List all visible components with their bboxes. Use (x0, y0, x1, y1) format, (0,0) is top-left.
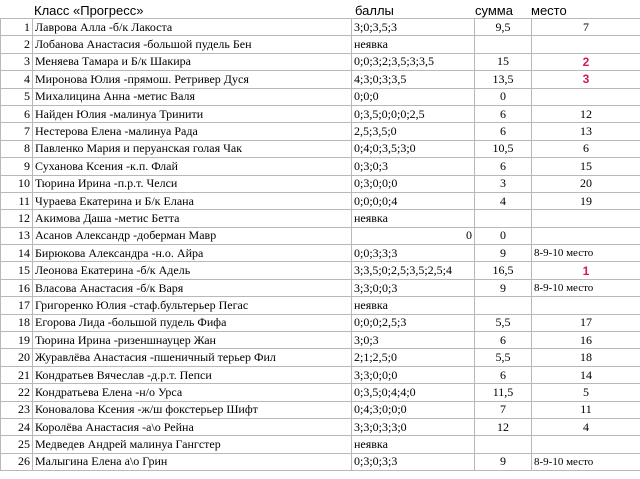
row-number: 23 (1, 401, 33, 418)
table-row (1, 210, 640, 227)
place-cell: 15 (532, 158, 640, 175)
sum-cell: 9 (475, 279, 532, 296)
place-cell: 13 (532, 123, 640, 140)
table-row (1, 36, 640, 53)
place-cell (532, 210, 640, 227)
participant-name: Асанов Александр -доберман Мавр (33, 227, 352, 244)
participant-name: Егорова Лида -большой пудель Фифа (33, 314, 352, 331)
participant-name: Малыгина Елена а\о Грин (33, 453, 352, 470)
participant-name: Бирюкова Александра -н.о. Айра (33, 245, 352, 262)
sum-cell: 4 (475, 192, 532, 209)
sum-cell: 9 (475, 245, 532, 262)
row-number: 20 (1, 349, 33, 366)
scores-cell: 0;3;0;3 (352, 158, 475, 175)
table-row (1, 123, 640, 140)
row-number: 1 (1, 19, 33, 36)
place-cell: 6 (532, 140, 640, 157)
sum-cell: 15 (475, 53, 532, 70)
scores-cell: 0;4;3;0;0;0 (352, 401, 475, 418)
participant-name: Власова Анастасия -б/к Варя (33, 279, 352, 296)
place-cell: 12 (532, 105, 640, 122)
sum-column-header: сумма (475, 3, 513, 18)
participant-name: Медведев Андрей малинуа Гангстер (33, 436, 352, 453)
row-number: 3 (1, 53, 33, 70)
scores-cell: 4;3;0;3;3,5 (352, 71, 475, 88)
table-row (1, 71, 640, 88)
table-row (1, 418, 640, 435)
participant-name: Коновалова Ксения -ж/ш фокстерьер Шифт (33, 401, 352, 418)
table-row (1, 279, 640, 296)
sum-cell: 13,5 (475, 71, 532, 88)
row-number: 18 (1, 314, 33, 331)
row-number: 13 (1, 227, 33, 244)
table-row (1, 245, 640, 262)
sum-cell: 5,5 (475, 349, 532, 366)
row-number: 26 (1, 453, 33, 470)
scores-cell: 3;0;3 (352, 332, 475, 349)
scores-cell: 0;0;0;0;4 (352, 192, 475, 209)
table-row (1, 140, 640, 157)
row-number: 4 (1, 71, 33, 88)
place-cell (532, 88, 640, 105)
participant-name: Кондратьева Елена -н/о Урса (33, 384, 352, 401)
participant-name: Михалицина Анна -метис Валя (33, 88, 352, 105)
scores-cell: 3;3,5;0;2,5;3,5;2,5;4 (352, 262, 475, 279)
sum-cell: 6 (475, 332, 532, 349)
sum-cell: 7 (475, 401, 532, 418)
place-cell: 18 (532, 349, 640, 366)
scores-cell: 3;0;3,5;3 (352, 19, 475, 36)
place-cell (532, 297, 640, 314)
place-cell: 17 (532, 314, 640, 331)
row-number: 22 (1, 384, 33, 401)
place-cell: 1 (532, 262, 640, 279)
table-row (1, 384, 640, 401)
table-row (1, 88, 640, 105)
sum-cell: 0 (475, 227, 532, 244)
place-cell (532, 36, 640, 53)
sum-cell: 3 (475, 175, 532, 192)
table-row (1, 19, 640, 36)
row-number: 8 (1, 140, 33, 157)
participant-name: Королёва Анастасия -а\о Рейна (33, 418, 352, 435)
row-number: 17 (1, 297, 33, 314)
sum-cell: 6 (475, 158, 532, 175)
table-row (1, 297, 640, 314)
scores-cell: 0;3,5;0;0;0;2,5 (352, 105, 475, 122)
place-cell: 16 (532, 332, 640, 349)
scores-cell: 0;3;0;3;3 (352, 453, 475, 470)
row-number: 12 (1, 210, 33, 227)
row-number: 24 (1, 418, 33, 435)
scores-cell: 2;1;2,5;0 (352, 349, 475, 366)
scores-cell: неявка (352, 210, 475, 227)
table-row (1, 53, 640, 70)
scores-cell: 2,5;3,5;0 (352, 123, 475, 140)
sum-cell: 11,5 (475, 384, 532, 401)
place-column-header: место (531, 3, 567, 18)
row-number: 16 (1, 279, 33, 296)
table-row (1, 192, 640, 209)
sum-cell: 6 (475, 123, 532, 140)
sum-cell: 16,5 (475, 262, 532, 279)
sum-cell: 9,5 (475, 19, 532, 36)
participant-name: Акимова Даша -метис Бетта (33, 210, 352, 227)
place-cell (532, 227, 640, 244)
participant-name: Лаврова Алла -б/к Лакоста (33, 19, 352, 36)
results-table (0, 18, 640, 471)
row-number: 15 (1, 262, 33, 279)
sum-cell: 12 (475, 418, 532, 435)
sum-cell (475, 436, 532, 453)
scores-cell: 3;3;0;0;3 (352, 279, 475, 296)
scores-cell: неявка (352, 36, 475, 53)
scores-cell: неявка (352, 297, 475, 314)
scores-cell: 0;3;0;0;0 (352, 175, 475, 192)
participant-name: Меняева Тамара и Б/к Шакира (33, 53, 352, 70)
participant-name: Чураева Екатерина и Б/к Елана (33, 192, 352, 209)
table-row (1, 158, 640, 175)
table-row (1, 227, 640, 244)
participant-name: Найден Юлия -малинуа Тринити (33, 105, 352, 122)
place-cell: 8-9-10 место (532, 453, 640, 470)
place-cell: 2 (532, 53, 640, 70)
table-row (1, 436, 640, 453)
row-number: 6 (1, 105, 33, 122)
row-number: 10 (1, 175, 33, 192)
place-cell: 4 (532, 418, 640, 435)
row-number: 21 (1, 366, 33, 383)
participant-name: Журавлёва Анастасия -пшеничный терьер Фил (33, 349, 352, 366)
participant-name: Павленко Мария и перуанская голая Чак (33, 140, 352, 157)
sum-cell: 9 (475, 453, 532, 470)
scores-cell: 0;0;3;2;3,5;3;3,5 (352, 53, 475, 70)
scores-cell: 3;3;0;0;0 (352, 366, 475, 383)
table-row (1, 332, 640, 349)
place-cell: 8-9-10 место (532, 245, 640, 262)
place-cell: 7 (532, 19, 640, 36)
row-number: 11 (1, 192, 33, 209)
row-number: 14 (1, 245, 33, 262)
scores-cell: 0 (352, 227, 475, 244)
sum-cell: 6 (475, 366, 532, 383)
scores-column-header: баллы (355, 3, 394, 18)
participant-name: Суханова Ксения -к.п. Флай (33, 158, 352, 175)
sum-cell: 5,5 (475, 314, 532, 331)
row-number: 7 (1, 123, 33, 140)
place-cell: 19 (532, 192, 640, 209)
sum-cell: 10,5 (475, 140, 532, 157)
place-cell: 5 (532, 384, 640, 401)
participant-name: Кондратьев Вячеслав -д.р.т. Пепси (33, 366, 352, 383)
scores-cell: 3;3;0;3;3;0 (352, 418, 475, 435)
participant-name: Григоренко Юлия -стаф.бультерьер Пегас (33, 297, 352, 314)
place-cell: 20 (532, 175, 640, 192)
table-row (1, 349, 640, 366)
scores-cell: 0;0;3;3;3 (352, 245, 475, 262)
row-number: 9 (1, 158, 33, 175)
sum-cell (475, 210, 532, 227)
table-row (1, 366, 640, 383)
scores-cell: 0;0;0;2,5;3 (352, 314, 475, 331)
sum-cell (475, 297, 532, 314)
table-row (1, 105, 640, 122)
scores-cell: 0;3,5;0;4;4;0 (352, 384, 475, 401)
scores-cell: 0;4;0;3,5;3;0 (352, 140, 475, 157)
sum-cell (475, 36, 532, 53)
row-number: 2 (1, 36, 33, 53)
scores-cell: 0;0;0 (352, 88, 475, 105)
row-number: 19 (1, 332, 33, 349)
participant-name: Миронова Юлия -прямош. Ретривер Дуся (33, 71, 352, 88)
participant-name: Нестерова Елена -малинуа Рада (33, 123, 352, 140)
place-cell: 3 (532, 71, 640, 88)
participant-name: Тюрина Ирина -п.р.т. Челси (33, 175, 352, 192)
row-number: 25 (1, 436, 33, 453)
scores-cell: неявка (352, 436, 475, 453)
table-row (1, 401, 640, 418)
participant-name: Тюрина Ирина -ризеншнауцер Жан (33, 332, 352, 349)
place-cell: 11 (532, 401, 640, 418)
place-cell: 8-9-10 место (532, 279, 640, 296)
table-row (1, 453, 640, 470)
table-row (1, 175, 640, 192)
table-row (1, 314, 640, 331)
sum-cell: 6 (475, 105, 532, 122)
place-cell (532, 436, 640, 453)
place-cell: 14 (532, 366, 640, 383)
class-title: Класс «Прогресс» (34, 3, 144, 18)
participant-name: Лобанова Анастасия -большой пудель Бен (33, 36, 352, 53)
participant-name: Леонова Екатерина -б/к Адель (33, 262, 352, 279)
row-number: 5 (1, 88, 33, 105)
table-row (1, 262, 640, 279)
table-header (0, 0, 640, 20)
sum-cell: 0 (475, 88, 532, 105)
